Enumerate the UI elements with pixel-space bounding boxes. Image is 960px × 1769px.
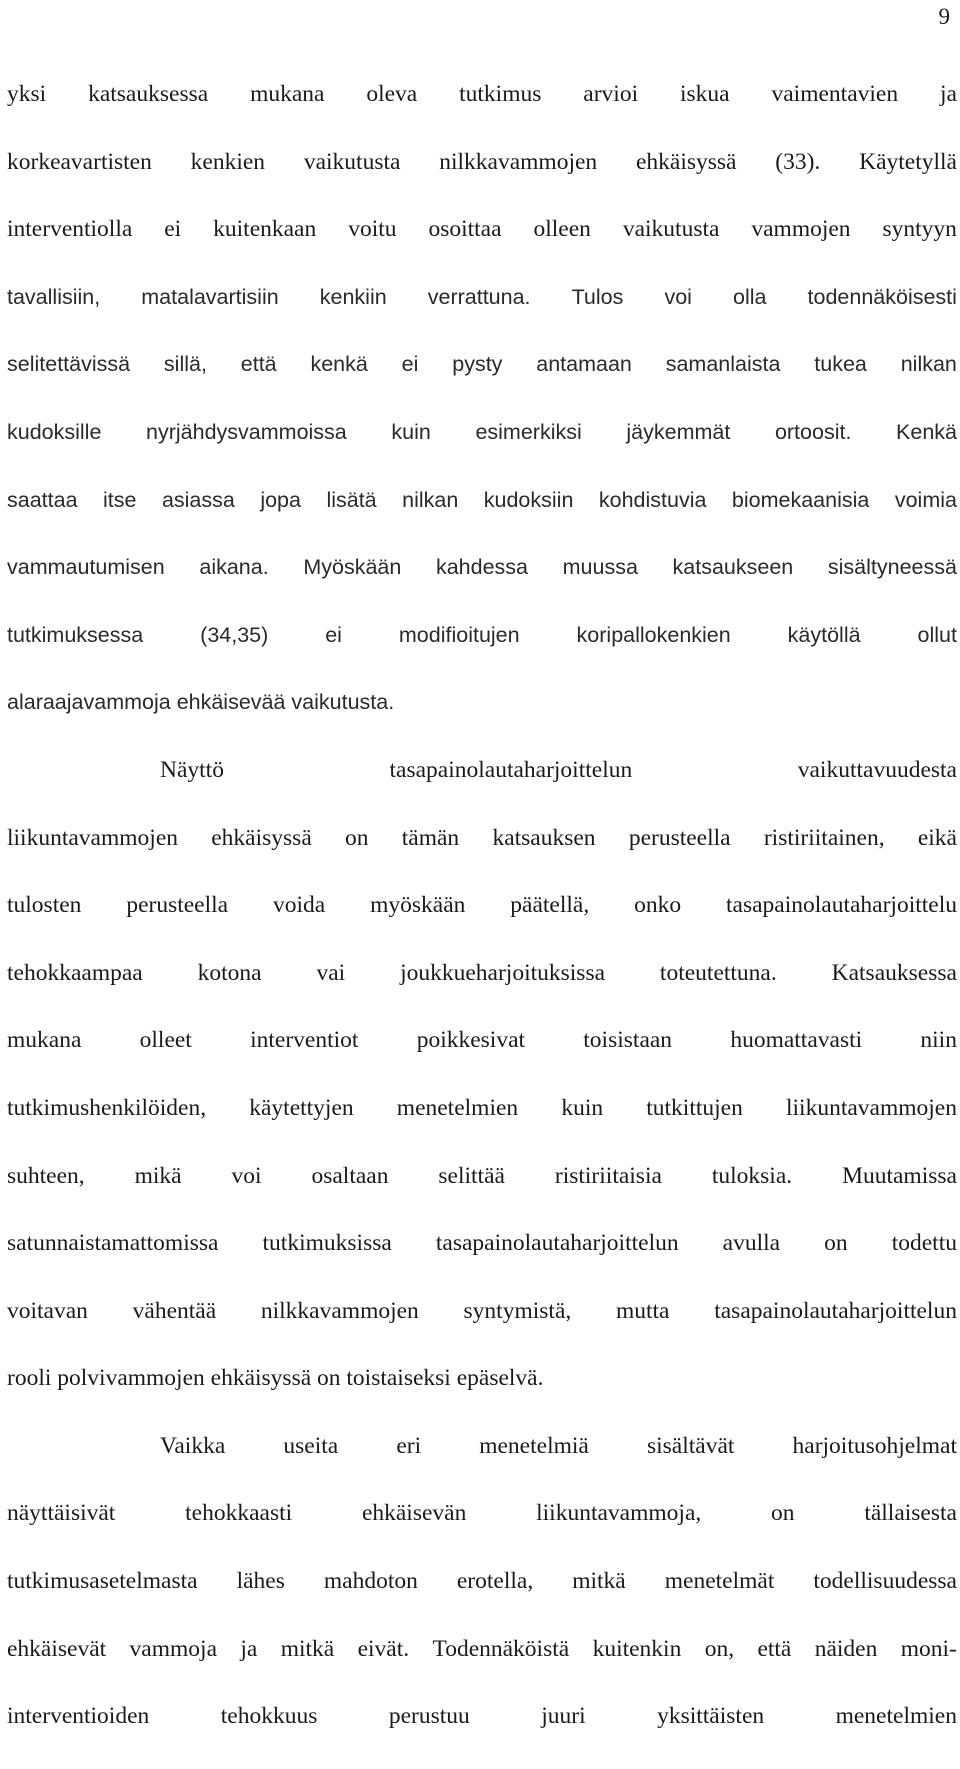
- word: samanlaista: [665, 352, 781, 377]
- word: ehkäisyssä: [211, 824, 312, 851]
- word: katsauksessa: [88, 81, 209, 107]
- word: kuin: [391, 419, 431, 444]
- word: moni-: [900, 1635, 957, 1662]
- word: todellisuudessa: [813, 1568, 957, 1595]
- word: interventiot: [250, 1027, 359, 1054]
- text-line: [7, 147, 957, 215]
- word: antamaan: [536, 352, 632, 377]
- word: käytöllä: [787, 622, 861, 647]
- word: oleva: [366, 81, 418, 107]
- word: iskua: [680, 81, 730, 107]
- word: näiden: [814, 1635, 878, 1662]
- word: tutkimuksessa: [7, 622, 144, 647]
- word: ristiriitaisia: [554, 1162, 662, 1189]
- word: tavallisiin,: [7, 284, 101, 309]
- word: osaltaan: [311, 1162, 389, 1189]
- word: kahdessa: [435, 555, 528, 580]
- word: perustuu: [388, 1703, 470, 1730]
- word: erotella,: [456, 1568, 534, 1595]
- word: asiassa: [161, 487, 235, 512]
- word: joukkueharjoituksissa: [400, 959, 606, 986]
- word: vai: [316, 959, 346, 986]
- word: avulla: [722, 1230, 781, 1257]
- word: juuri: [541, 1703, 586, 1730]
- word: tehokkaasti: [185, 1500, 293, 1527]
- word: tämän: [401, 824, 460, 851]
- word: mukana: [7, 1027, 82, 1054]
- word: tutkimusasetelmasta: [7, 1568, 198, 1595]
- text-line: [7, 1701, 957, 1769]
- word: menetelmät: [664, 1568, 775, 1595]
- word: tutkimus: [459, 81, 542, 107]
- word: suhteen,: [7, 1162, 85, 1189]
- word: todettu: [891, 1230, 957, 1257]
- word: tasapainolautaharjoittelu: [726, 892, 957, 919]
- word: kotona: [197, 959, 262, 986]
- text-line: [7, 1363, 957, 1431]
- word: sisältävät: [646, 1432, 735, 1459]
- word: ollut: [917, 622, 957, 647]
- word: mahdoton: [323, 1568, 418, 1595]
- word: liikuntavammojen: [7, 824, 178, 851]
- word: perusteella: [628, 824, 731, 851]
- word: huomattavasti: [730, 1027, 863, 1054]
- word: modifioitujen: [398, 622, 520, 647]
- word: perusteella: [126, 892, 229, 919]
- word: interventioiden: [7, 1703, 150, 1730]
- text-line: [7, 1093, 957, 1161]
- word: arvioi: [583, 81, 639, 107]
- word: korkeavartisten: [7, 148, 152, 175]
- word: useita: [283, 1432, 339, 1459]
- word: Myöskään: [303, 555, 402, 580]
- word: liikuntavammoja,: [536, 1500, 702, 1527]
- word: eivät.: [357, 1635, 410, 1662]
- word: tutkittujen: [646, 1094, 743, 1121]
- word: vaikuttavuudesta: [797, 756, 957, 783]
- text-line: [7, 1431, 957, 1499]
- word: eikä: [917, 824, 957, 851]
- word: tehokkaampaa: [7, 959, 143, 986]
- word: lähes: [236, 1568, 285, 1595]
- word: Katsauksessa: [831, 959, 957, 986]
- word: poikkesivat: [416, 1027, 526, 1054]
- word: pysty: [452, 352, 503, 377]
- word: on,: [704, 1635, 735, 1662]
- word: esimerkiksi: [475, 419, 582, 444]
- word: nilkan: [900, 352, 957, 377]
- word: menetelmiä: [479, 1432, 589, 1459]
- word: tukea: [814, 352, 867, 377]
- word: on: [771, 1500, 795, 1527]
- word: tasapainolautaharjoittelun: [435, 1230, 679, 1257]
- text-line: [7, 417, 957, 485]
- word: on: [824, 1230, 848, 1257]
- word: olla: [732, 284, 767, 309]
- word: käytettyjen: [249, 1094, 354, 1121]
- word: mitkä: [280, 1635, 335, 1662]
- word: menetelmien: [835, 1703, 957, 1730]
- word: tutkimushenkilöiden,: [7, 1094, 207, 1121]
- word: katsaukseen: [672, 555, 794, 580]
- word: tällaisesta: [864, 1500, 957, 1527]
- word: kudoksiin: [483, 487, 574, 512]
- word: mukana: [250, 81, 325, 107]
- word: ei: [325, 622, 342, 647]
- word: kudoksille: [7, 419, 102, 444]
- word: kenkien: [190, 148, 266, 175]
- word: päätellä,: [510, 892, 590, 919]
- word: saattaa: [7, 487, 78, 512]
- word: mitkä: [572, 1568, 626, 1595]
- word: tulosten: [7, 892, 82, 919]
- word: yksittäisten: [657, 1703, 765, 1730]
- word: ja: [939, 81, 957, 107]
- word: on: [345, 824, 369, 851]
- word: Muutamissa: [842, 1162, 957, 1189]
- text-line: [7, 214, 957, 282]
- word: Käytetyllä: [859, 148, 957, 175]
- word: liikuntavammojen: [785, 1094, 957, 1121]
- word: nilkkavammojen: [439, 148, 598, 175]
- word: selittää: [438, 1162, 505, 1189]
- text-line: [7, 755, 957, 823]
- page-number: 9: [938, 4, 950, 29]
- word: muussa: [562, 555, 638, 580]
- text-line: [7, 823, 957, 891]
- word: vaikutusta: [622, 216, 720, 243]
- text-line: [7, 890, 957, 958]
- text-line: [7, 552, 957, 620]
- text-line: [7, 1566, 957, 1634]
- word: osoittaa: [428, 216, 502, 243]
- word: nilkkavammojen: [260, 1297, 419, 1324]
- word: (34,35): [200, 622, 269, 647]
- word: kenkiin: [319, 284, 387, 309]
- text-line: [7, 958, 957, 1026]
- word: vammojen: [751, 216, 851, 243]
- line-text: alaraajavammoja ehkäisevää vaikutusta.: [7, 690, 395, 715]
- word: että: [240, 352, 277, 377]
- text-line: [7, 1296, 957, 1364]
- word: tasapainolautaharjoittelun: [714, 1297, 957, 1324]
- word: Todennäköistä: [432, 1635, 570, 1662]
- word: ehkäisevän: [361, 1500, 467, 1527]
- word: menetelmien: [396, 1094, 519, 1121]
- word: olleen: [533, 216, 591, 243]
- word: sillä,: [163, 352, 207, 377]
- word: matalavartisiin: [141, 284, 279, 309]
- word: itse: [103, 487, 137, 512]
- word: interventiolla: [7, 216, 133, 243]
- word: aikana.: [199, 555, 269, 580]
- text-line: [7, 79, 957, 147]
- word: vaikutusta: [303, 148, 401, 175]
- text-line: [7, 1025, 957, 1093]
- word: että: [757, 1635, 792, 1662]
- word: voitu: [348, 216, 397, 243]
- word: biomekaanisia: [731, 487, 870, 512]
- word: nilkan: [402, 487, 459, 512]
- text-line: [7, 1228, 957, 1296]
- word: voida: [272, 892, 326, 919]
- word: syntymistä,: [463, 1297, 572, 1324]
- word: ei: [164, 216, 182, 243]
- word: tuloksia.: [711, 1162, 793, 1189]
- word: kohdistuvia: [598, 487, 707, 512]
- word: tutkimuksissa: [262, 1230, 392, 1257]
- word: ortoosit.: [774, 419, 852, 444]
- word: vaimentavien: [771, 81, 899, 107]
- word: toteutettuna.: [659, 959, 777, 986]
- word: voi: [231, 1162, 262, 1189]
- word: Näyttö: [160, 756, 224, 783]
- word: tasapainolautaharjoittelun: [389, 756, 633, 783]
- word: vammautumisen: [7, 555, 165, 580]
- word: jopa: [260, 487, 301, 512]
- word: Tulos: [571, 284, 624, 309]
- word: jäykemmät: [626, 419, 731, 444]
- word: tehokkuus: [220, 1703, 318, 1730]
- word: nyrjähdysvammoissa: [146, 419, 347, 444]
- word: yksi: [7, 81, 47, 107]
- word: ei: [401, 352, 419, 377]
- word: voitavan: [7, 1297, 88, 1324]
- body-text: [7, 79, 957, 1769]
- word: Kenkä: [896, 419, 957, 444]
- word: mutta: [615, 1297, 670, 1324]
- word: niin: [920, 1027, 957, 1054]
- word: harjoitusohjelmat: [792, 1432, 957, 1459]
- word: Vaikka: [160, 1432, 226, 1459]
- word: myöskään: [370, 892, 466, 919]
- line-text: rooli polvivammojen ehkäisyssä on toistaiseksi epäselvä.: [7, 1365, 544, 1392]
- word: näyttäisivät: [7, 1500, 116, 1527]
- word: katsauksen: [492, 824, 596, 851]
- word: selitettävissä: [7, 352, 131, 377]
- word: onko: [634, 892, 682, 919]
- word: ehkäisevät: [7, 1635, 107, 1662]
- text-line: [7, 1634, 957, 1702]
- word: koripallokenkien: [576, 622, 731, 647]
- text-line: [7, 485, 957, 553]
- text-line: [7, 1161, 957, 1229]
- word: satunnaistamattomissa: [7, 1230, 219, 1257]
- text-line: [7, 620, 957, 688]
- word: kenkä: [310, 352, 368, 377]
- text-line: [7, 1498, 957, 1566]
- word: vähentää: [132, 1297, 217, 1324]
- word: kuitenkaan: [213, 216, 317, 243]
- word: todennäköisesti: [807, 284, 957, 309]
- word: lisätä: [326, 487, 377, 512]
- word: voi: [664, 284, 692, 309]
- word: kuin: [561, 1094, 604, 1121]
- text-line: [7, 687, 957, 755]
- word: (33).: [775, 148, 821, 175]
- word: mikä: [134, 1162, 182, 1189]
- word: voimia: [894, 487, 957, 512]
- word: ehkäisyssä: [635, 148, 737, 175]
- word: verrattuna.: [427, 284, 531, 309]
- text-line: [7, 349, 957, 417]
- word: ristiriitainen,: [763, 824, 885, 851]
- word: sisältyneessä: [827, 555, 957, 580]
- word: eri: [396, 1432, 422, 1459]
- word: olleet: [139, 1027, 192, 1054]
- word: ja: [240, 1635, 258, 1662]
- text-line: [7, 282, 957, 350]
- word: toisistaan: [583, 1027, 673, 1054]
- word: syntyyn: [882, 216, 957, 243]
- word: vammoja: [129, 1635, 217, 1662]
- word: kuitenkin: [592, 1635, 682, 1662]
